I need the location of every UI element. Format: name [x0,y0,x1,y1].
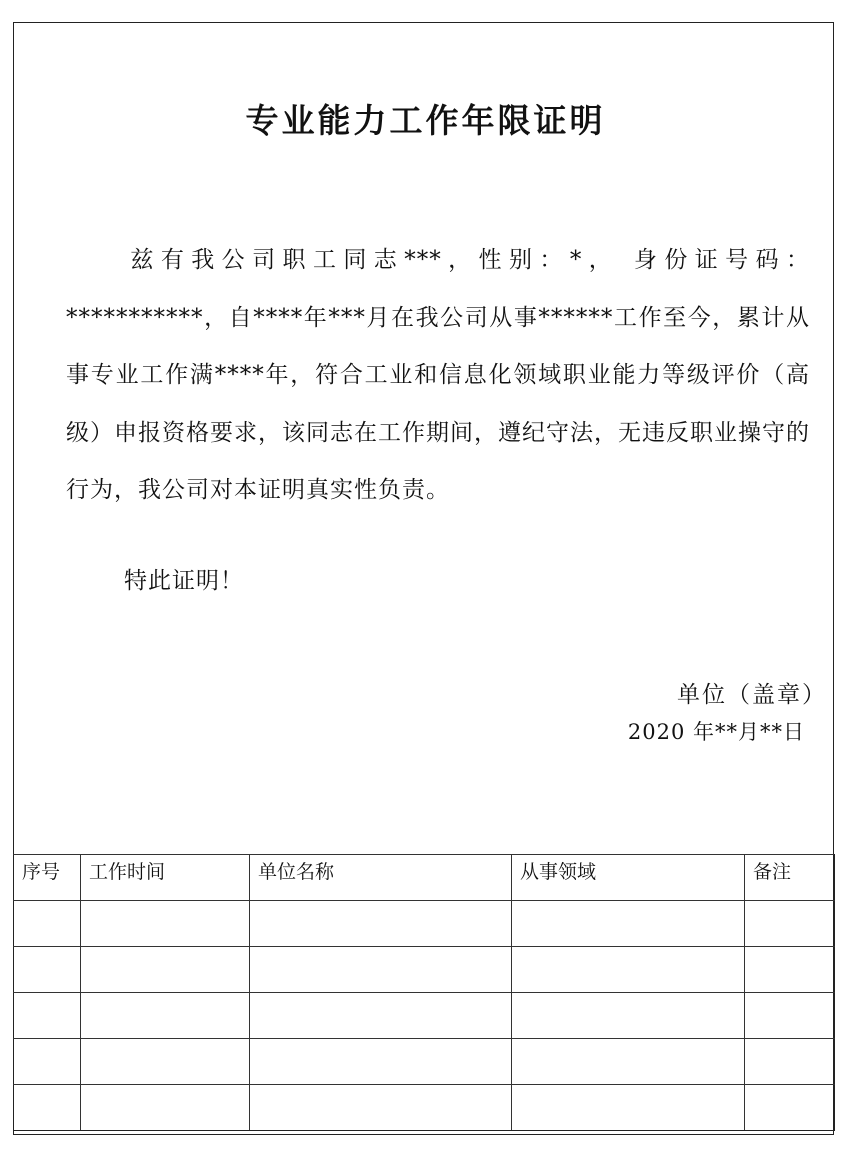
table-row [14,1039,835,1085]
header-work-field: 从事领域 [512,855,745,901]
document-title: 专业能力工作年限证明 [245,101,606,140]
table-cell[interactable] [81,1039,250,1085]
table-cell[interactable] [250,947,512,993]
table-cell[interactable] [512,1039,745,1085]
table-cell[interactable] [14,947,81,993]
table-cell[interactable] [81,901,250,947]
table-cell[interactable] [14,1085,81,1131]
table-cell[interactable] [14,993,81,1039]
certificate-paragraph: 兹有我公司职工同志***，性别：*， 身份证号码：***********，自****年***月在我公司从事******工作至今，累计从事专业工作满****年，符合工业和信息化领域职业能力等级评价（高级）申报资格要求，该同志在工作期间，遵纪守法，无违反职业操守的行为，我公司对本证明真实性负责。 [66,247,810,503]
table-cell[interactable] [745,1039,835,1085]
table-cell[interactable] [745,901,835,947]
table-row [14,1085,835,1131]
header-remarks: 备注 [745,855,835,901]
header-index: 序号 [14,855,81,901]
table-cell[interactable] [250,993,512,1039]
table-header-row [14,855,835,901]
table-row [14,993,835,1039]
table-cell[interactable] [745,993,835,1039]
table-cell[interactable] [250,901,512,947]
table-cell[interactable] [81,1085,250,1131]
table-cell[interactable] [512,947,745,993]
seal-label: 单位（盖章） [677,682,827,708]
table-row [14,947,835,993]
header-work-period: 工作时间 [81,855,250,901]
table-cell[interactable] [250,1039,512,1085]
table-cell[interactable] [81,947,250,993]
table-cell[interactable] [512,901,745,947]
certificate-body [66,232,810,520]
work-history-table [13,854,835,1131]
table-cell[interactable] [745,947,835,993]
table-cell[interactable] [745,1085,835,1131]
table-row [14,901,835,947]
table-cell[interactable] [81,993,250,1039]
issue-date: 2020 年**月**日 [627,720,805,744]
table-cell[interactable] [14,901,81,947]
table-cell[interactable] [250,1085,512,1131]
closing-statement: 特此证明！ [124,568,244,594]
table-cell[interactable] [14,1039,81,1085]
header-employer-name: 单位名称 [250,855,512,901]
table-cell[interactable] [512,1085,745,1131]
table-cell[interactable] [512,993,745,1039]
